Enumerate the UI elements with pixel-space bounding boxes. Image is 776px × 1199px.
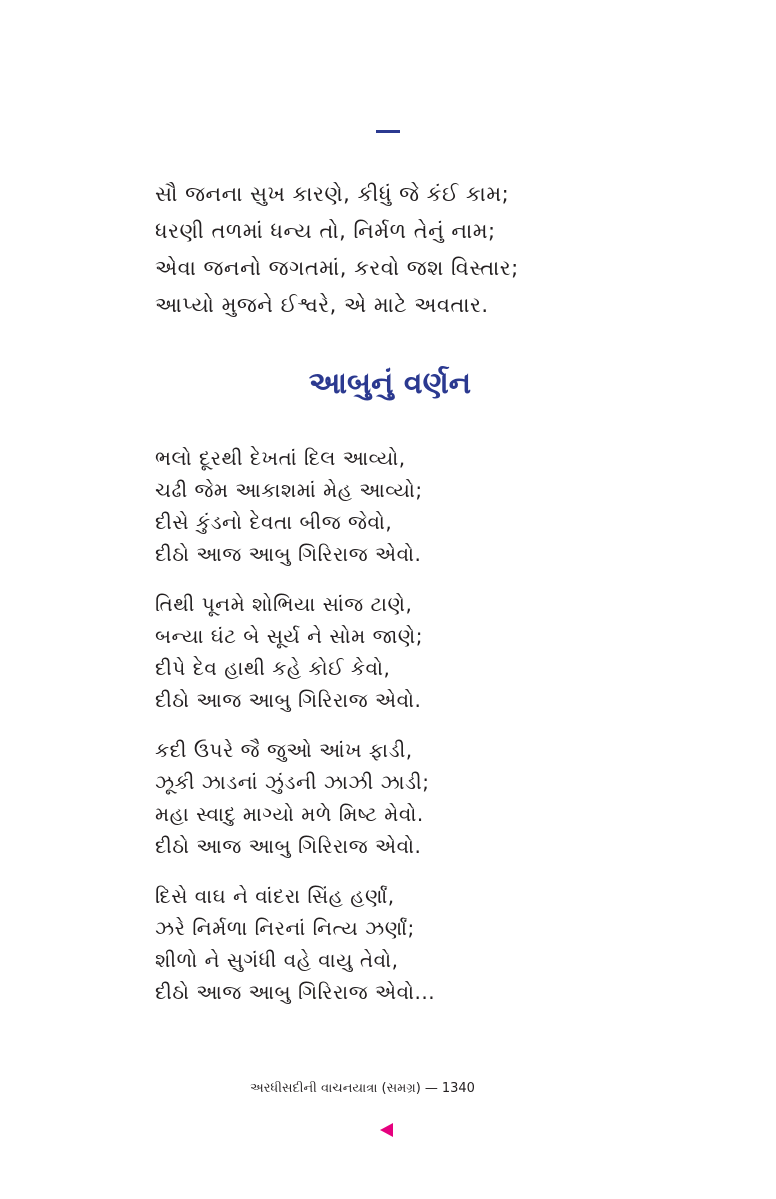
- poem-line: દીસે કુંડનો દેવતા બીજ જેવો,: [155, 510, 393, 534]
- poem-line: દીઠો આજ આબુ ગિરિરાજ એવો.: [155, 834, 422, 858]
- poem-line: ઝરે નિર્મળા નિરનાં નિત્ય ઝર્ણાં;: [155, 916, 415, 940]
- footer-book-title: અરધીસદીની વાચનયાત્રા (સમગ્ર): [250, 1081, 421, 1096]
- page-number: 1340: [441, 1081, 475, 1096]
- section-divider-dash: [376, 130, 400, 133]
- poem-body: [155, 442, 635, 1026]
- poem-title: આબુનું વર્ણન: [308, 366, 472, 401]
- intro-line: ધરણી તળમાં ધન્ય તો, નિર્મળ તેનું નામ;: [155, 219, 496, 243]
- poem-line: દીપે દેવ હાથી કહે કોઈ કેવો,: [155, 656, 391, 680]
- stanza-2: [155, 588, 635, 716]
- poem-line: દીઠો આજ આબુ ગિરિરાજ એવો.: [155, 688, 422, 712]
- footer-separator: —: [424, 1081, 438, 1096]
- intro-verse: [155, 176, 635, 324]
- poem-line: બન્યા ઘંટ બે સૂર્ય ને સોમ જાણે;: [155, 624, 423, 648]
- poem-line: દીઠો આજ આબુ ગિરિરાજ એવો.: [155, 542, 422, 566]
- poem-line: તિથી પૂનમે શોભિયા સાંજ ટાણે,: [155, 592, 413, 616]
- page-footer: [250, 1081, 530, 1096]
- intro-line: સૌ જનના સુખ કારણે, કીધું જે કંઈ કામ;: [155, 182, 510, 206]
- stanza-4: [155, 880, 635, 1008]
- poem-line: મહા સ્વાદુ માગ્યો મળે મિષ્ટ મેવો.: [155, 802, 424, 826]
- poem-line: કદી ઉપરે જૈ જુઓ આંખ ફાડી,: [155, 738, 413, 762]
- prev-page-arrow-icon[interactable]: [380, 1123, 393, 1137]
- intro-line: એવા જનનો જગતમાં, કરવો જશ વિસ્તાર;: [155, 256, 519, 280]
- poem-line: શીળો ને સુગંધી વહે વાયુ તેવો,: [155, 948, 399, 972]
- intro-line: આપ્યો મુજને ઈશ્વરે, એ માટે અવતાર.: [155, 293, 489, 317]
- stanza-3: [155, 734, 635, 862]
- poem-line: દીઠો આજ આબુ ગિરિરાજ એવો...: [155, 980, 436, 1004]
- poem-line: ઝૂકી ઝાડનાં ઝુંડની ઝાઝી ઝાડી;: [155, 770, 430, 794]
- poem-line: દિસે વાઘ ને વાંદરા સિંહ હર્ણાં,: [155, 884, 395, 908]
- stanza-1: [155, 442, 635, 570]
- poem-line: ભલો દૂરથી દેખતાં દિલ આવ્યો,: [155, 446, 406, 470]
- poem-line: ચઢી જેમ આકાશમાં મેહ આવ્યો;: [155, 478, 423, 502]
